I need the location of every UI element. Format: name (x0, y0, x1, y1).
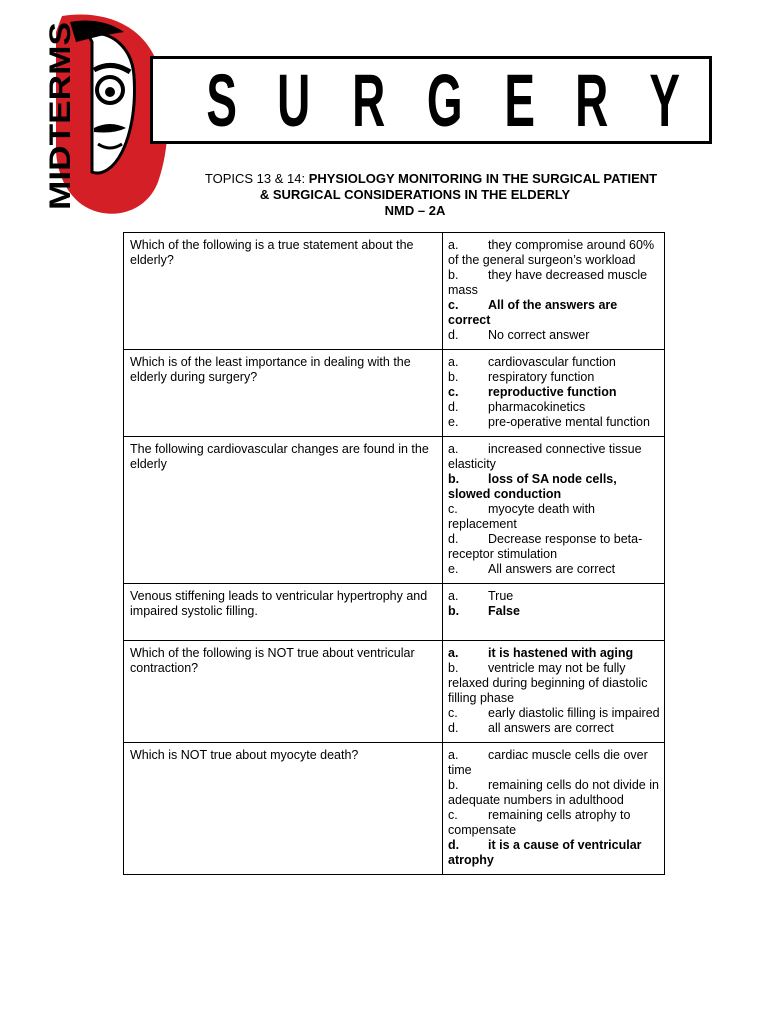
answer-option (448, 238, 660, 268)
subtitle-line-1 (120, 171, 710, 187)
subtitle-line-3 (120, 203, 710, 219)
answer-option (448, 532, 660, 562)
table-row (124, 437, 665, 584)
title-letter: E (504, 59, 535, 142)
option-letter: a. (448, 646, 459, 660)
answer-option-correct (448, 472, 660, 502)
option-text: they have decreased muscle mass (448, 268, 648, 297)
option-text: loss of SA node cells, slowed conduction (448, 472, 617, 501)
page-title-surgery (197, 61, 689, 141)
subtitle-prefix: TOPICS 13 & 14: (204, 171, 309, 186)
option-text: ventricle may not be fully relaxed during beginning of diastolic filling phase (448, 661, 648, 705)
answer-option (448, 589, 660, 604)
option-letter: d. (448, 532, 459, 546)
option-text: reproductive function (488, 385, 617, 399)
answers-cell (443, 437, 665, 584)
option-letter: b. (448, 472, 460, 486)
option-text: All answers are correct (488, 562, 616, 576)
title-box (150, 56, 712, 144)
subtitle-topic-bold: PHYSIOLOGY MONITORING IN THE SURGICAL PATIENT (308, 171, 658, 186)
option-letter: c. (448, 706, 458, 720)
option-text: it is hastened with aging (488, 646, 634, 660)
title-letter: U (277, 59, 311, 142)
table-row (124, 584, 665, 641)
answer-option (448, 355, 660, 370)
option-text: increased connective tissue elasticity (448, 442, 642, 471)
answer-option (448, 778, 660, 808)
option-text: cardiac muscle cells die over time (448, 748, 648, 777)
option-letter: a. (448, 238, 459, 252)
logo-word-midterms: MIDTERMS (44, 50, 77, 210)
answer-option-correct (448, 604, 660, 619)
answer-option (448, 328, 660, 343)
question-cell: Which is of the least importance in dealing with the elderly during surgery? (124, 350, 443, 437)
option-letter: d. (448, 838, 460, 852)
option-text: remaining cells atrophy to compensate (448, 808, 631, 837)
table-row (124, 641, 665, 743)
answer-option (448, 721, 660, 736)
topic-subtitle (120, 171, 710, 219)
option-letter: b. (448, 661, 459, 675)
answer-option-correct (448, 838, 660, 868)
option-text: pharmacokinetics (488, 400, 586, 414)
title-letter: R (351, 59, 386, 142)
table-row (124, 233, 665, 350)
mask-pupil (105, 87, 115, 97)
question-cell: Which is NOT true about myocyte death? (124, 743, 443, 875)
answer-option (448, 748, 660, 778)
option-text: respiratory function (488, 370, 595, 384)
answers-cell (443, 641, 665, 743)
table-row (124, 350, 665, 437)
option-letter: b. (448, 778, 459, 792)
answer-option (448, 415, 660, 430)
option-letter: e. (448, 415, 459, 429)
option-letter: a. (448, 355, 459, 369)
questions-table (123, 232, 665, 875)
option-letter: b. (448, 604, 460, 618)
answer-option (448, 661, 660, 706)
question-cell: Venous stiffening leads to ventricular hypertrophy and impaired systolic filling. (124, 584, 443, 641)
option-text: it is a cause of ventricular atrophy (448, 838, 642, 867)
questions-table-body (124, 233, 665, 875)
option-letter: b. (448, 370, 459, 384)
option-letter: d. (448, 328, 459, 342)
question-cell: Which of the following is a true statement about the elderly? (124, 233, 443, 350)
option-text: early diastolic filling is impaired (488, 706, 660, 720)
title-letter: S (206, 59, 237, 142)
subtitle-line-2-text: & SURGICAL CONSIDERATIONS IN THE ELDERLY (259, 187, 571, 202)
option-letter: d. (448, 400, 459, 414)
title-letter: G (427, 59, 463, 142)
answer-option (448, 808, 660, 838)
option-text: All of the answers are correct (448, 298, 618, 327)
question-cell: The following cardiovascular changes are found in the elderly (124, 437, 443, 584)
answers-cell (443, 743, 665, 875)
answer-option-correct (448, 646, 660, 661)
subtitle-line-2 (120, 187, 710, 203)
answers-cell (443, 584, 665, 641)
answer-option (448, 706, 660, 721)
answer-option-correct (448, 385, 660, 400)
question-cell: Which of the following is NOT true about ventricular contraction? (124, 641, 443, 743)
option-text: remaining cells do not divide in adequate numbers in adulthood (448, 778, 659, 807)
answers-cell (443, 350, 665, 437)
answers-cell (443, 233, 665, 350)
title-letter: R (575, 59, 609, 142)
option-letter: c. (448, 298, 459, 312)
option-letter: e. (448, 562, 459, 576)
answer-option (448, 268, 660, 298)
subtitle-line-3-text: NMD – 2A (384, 203, 446, 218)
option-text: pre-operative mental function (488, 415, 650, 429)
option-text: True (488, 589, 514, 603)
option-text: cardiovascular function (488, 355, 616, 369)
option-text: they compromise around 60% of the general surgeon’s workload (448, 238, 655, 267)
answer-option (448, 370, 660, 385)
option-letter: d. (448, 721, 459, 735)
option-text: all answers are correct (488, 721, 614, 735)
answer-option (448, 442, 660, 472)
answer-option (448, 502, 660, 532)
option-letter: c. (448, 808, 458, 822)
option-text: myocyte death with replacement (448, 502, 595, 531)
answer-spacer (448, 619, 660, 634)
option-letter: b. (448, 268, 459, 282)
answer-option (448, 400, 660, 415)
option-letter: a. (448, 589, 459, 603)
table-row (124, 743, 665, 875)
answer-option-correct (448, 298, 660, 328)
option-letter: c. (448, 385, 459, 399)
option-text: No correct answer (488, 328, 590, 342)
option-letter: a. (448, 442, 459, 456)
option-text: Decrease response to beta-receptor stimulation (448, 532, 643, 561)
option-letter: a. (448, 748, 459, 762)
option-text: False (488, 604, 520, 618)
option-letter: c. (448, 502, 458, 516)
title-letter: Y (649, 59, 680, 142)
answer-option (448, 562, 660, 577)
